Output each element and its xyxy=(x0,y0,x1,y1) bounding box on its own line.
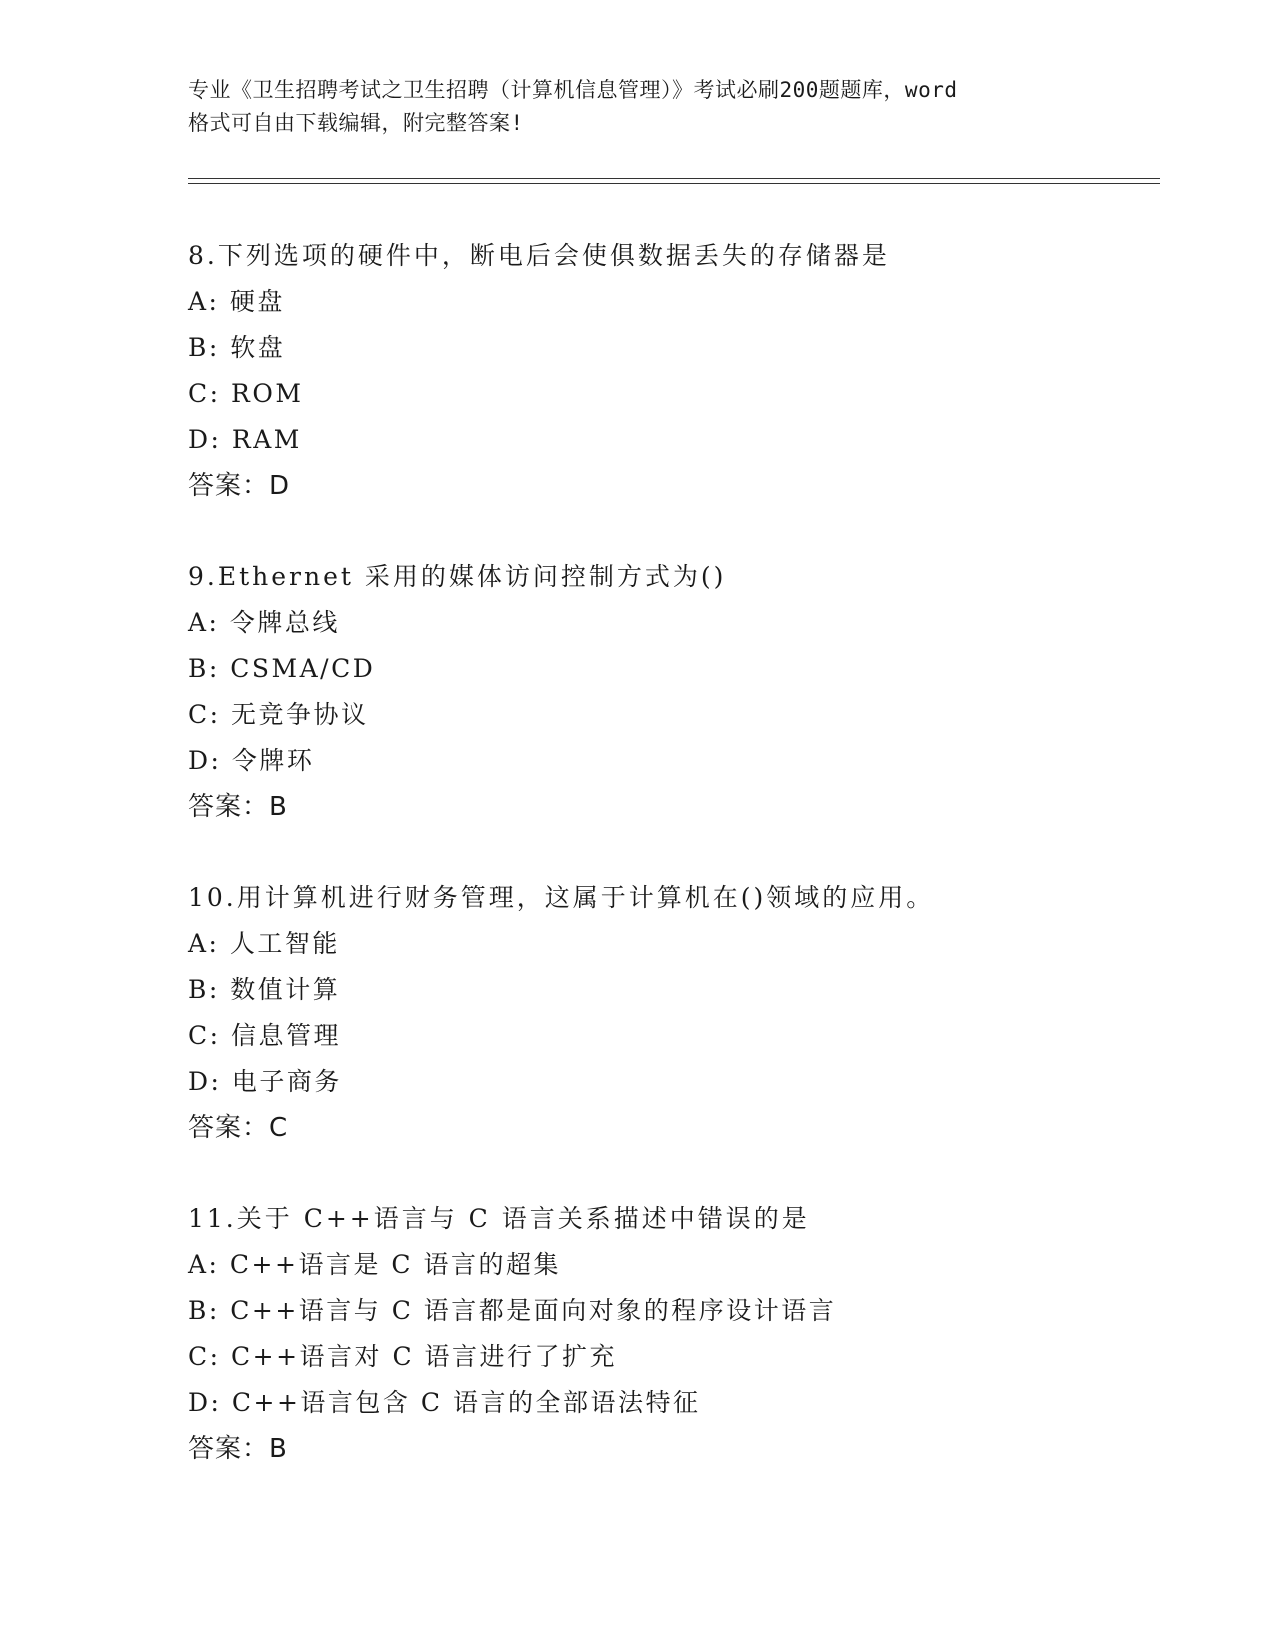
question-stem: 11.关于 C++语言与 C 语言关系描述中错误的是 xyxy=(188,1204,810,1233)
question-10 xyxy=(188,875,1148,1151)
option-d: D: RAM xyxy=(188,425,302,454)
option-d: D: 电子商务 xyxy=(188,1067,342,1096)
header-line-1: 专业《卫生招聘考试之卫生招聘（计算机信息管理）》考试必刷200题题库，word xyxy=(188,78,958,102)
option-b: B: C++语言与 C 语言都是面向对象的程序设计语言 xyxy=(188,1296,837,1325)
option-b: B: 软盘 xyxy=(188,333,286,362)
option-c: C: C++语言对 C 语言进行了扩充 xyxy=(188,1342,618,1371)
option-c: C: ROM xyxy=(188,379,304,408)
option-a: A: 硬盘 xyxy=(188,287,285,316)
question-11 xyxy=(188,1196,1148,1472)
option-b: B: CSMA/CD xyxy=(188,654,376,683)
answer: 答案：B xyxy=(188,1434,288,1464)
header-divider-top xyxy=(188,178,1160,179)
option-b: B: 数值计算 xyxy=(188,975,341,1004)
option-d: D: C++语言包含 C 语言的全部语法特征 xyxy=(188,1388,701,1417)
answer: 答案：D xyxy=(188,471,291,501)
header-line-2: 格式可自由下载编辑，附完整答案! xyxy=(188,111,524,135)
option-a: A: C++语言是 C 语言的超集 xyxy=(188,1250,561,1279)
question-stem: 10.用计算机进行财务管理，这属于计算机在()领域的应用。 xyxy=(188,883,935,912)
option-a: A: 令牌总线 xyxy=(188,608,340,637)
option-a: A: 人工智能 xyxy=(188,929,340,958)
header-divider-bottom xyxy=(188,183,1160,184)
question-9 xyxy=(188,554,1148,830)
question-8 xyxy=(188,233,1148,509)
answer: 答案：C xyxy=(188,1113,289,1143)
question-stem: 9.Ethernet 采用的媒体访问控制方式为() xyxy=(188,562,727,591)
question-stem: 8.下列选项的硬件中，断电后会使俱数据丢失的存储器是 xyxy=(188,241,890,270)
option-c: C: 信息管理 xyxy=(188,1021,341,1050)
document-header xyxy=(188,74,1088,140)
option-c: C: 无竞争协议 xyxy=(188,700,369,729)
option-d: D: 令牌环 xyxy=(188,746,315,775)
answer: 答案：B xyxy=(188,792,288,822)
